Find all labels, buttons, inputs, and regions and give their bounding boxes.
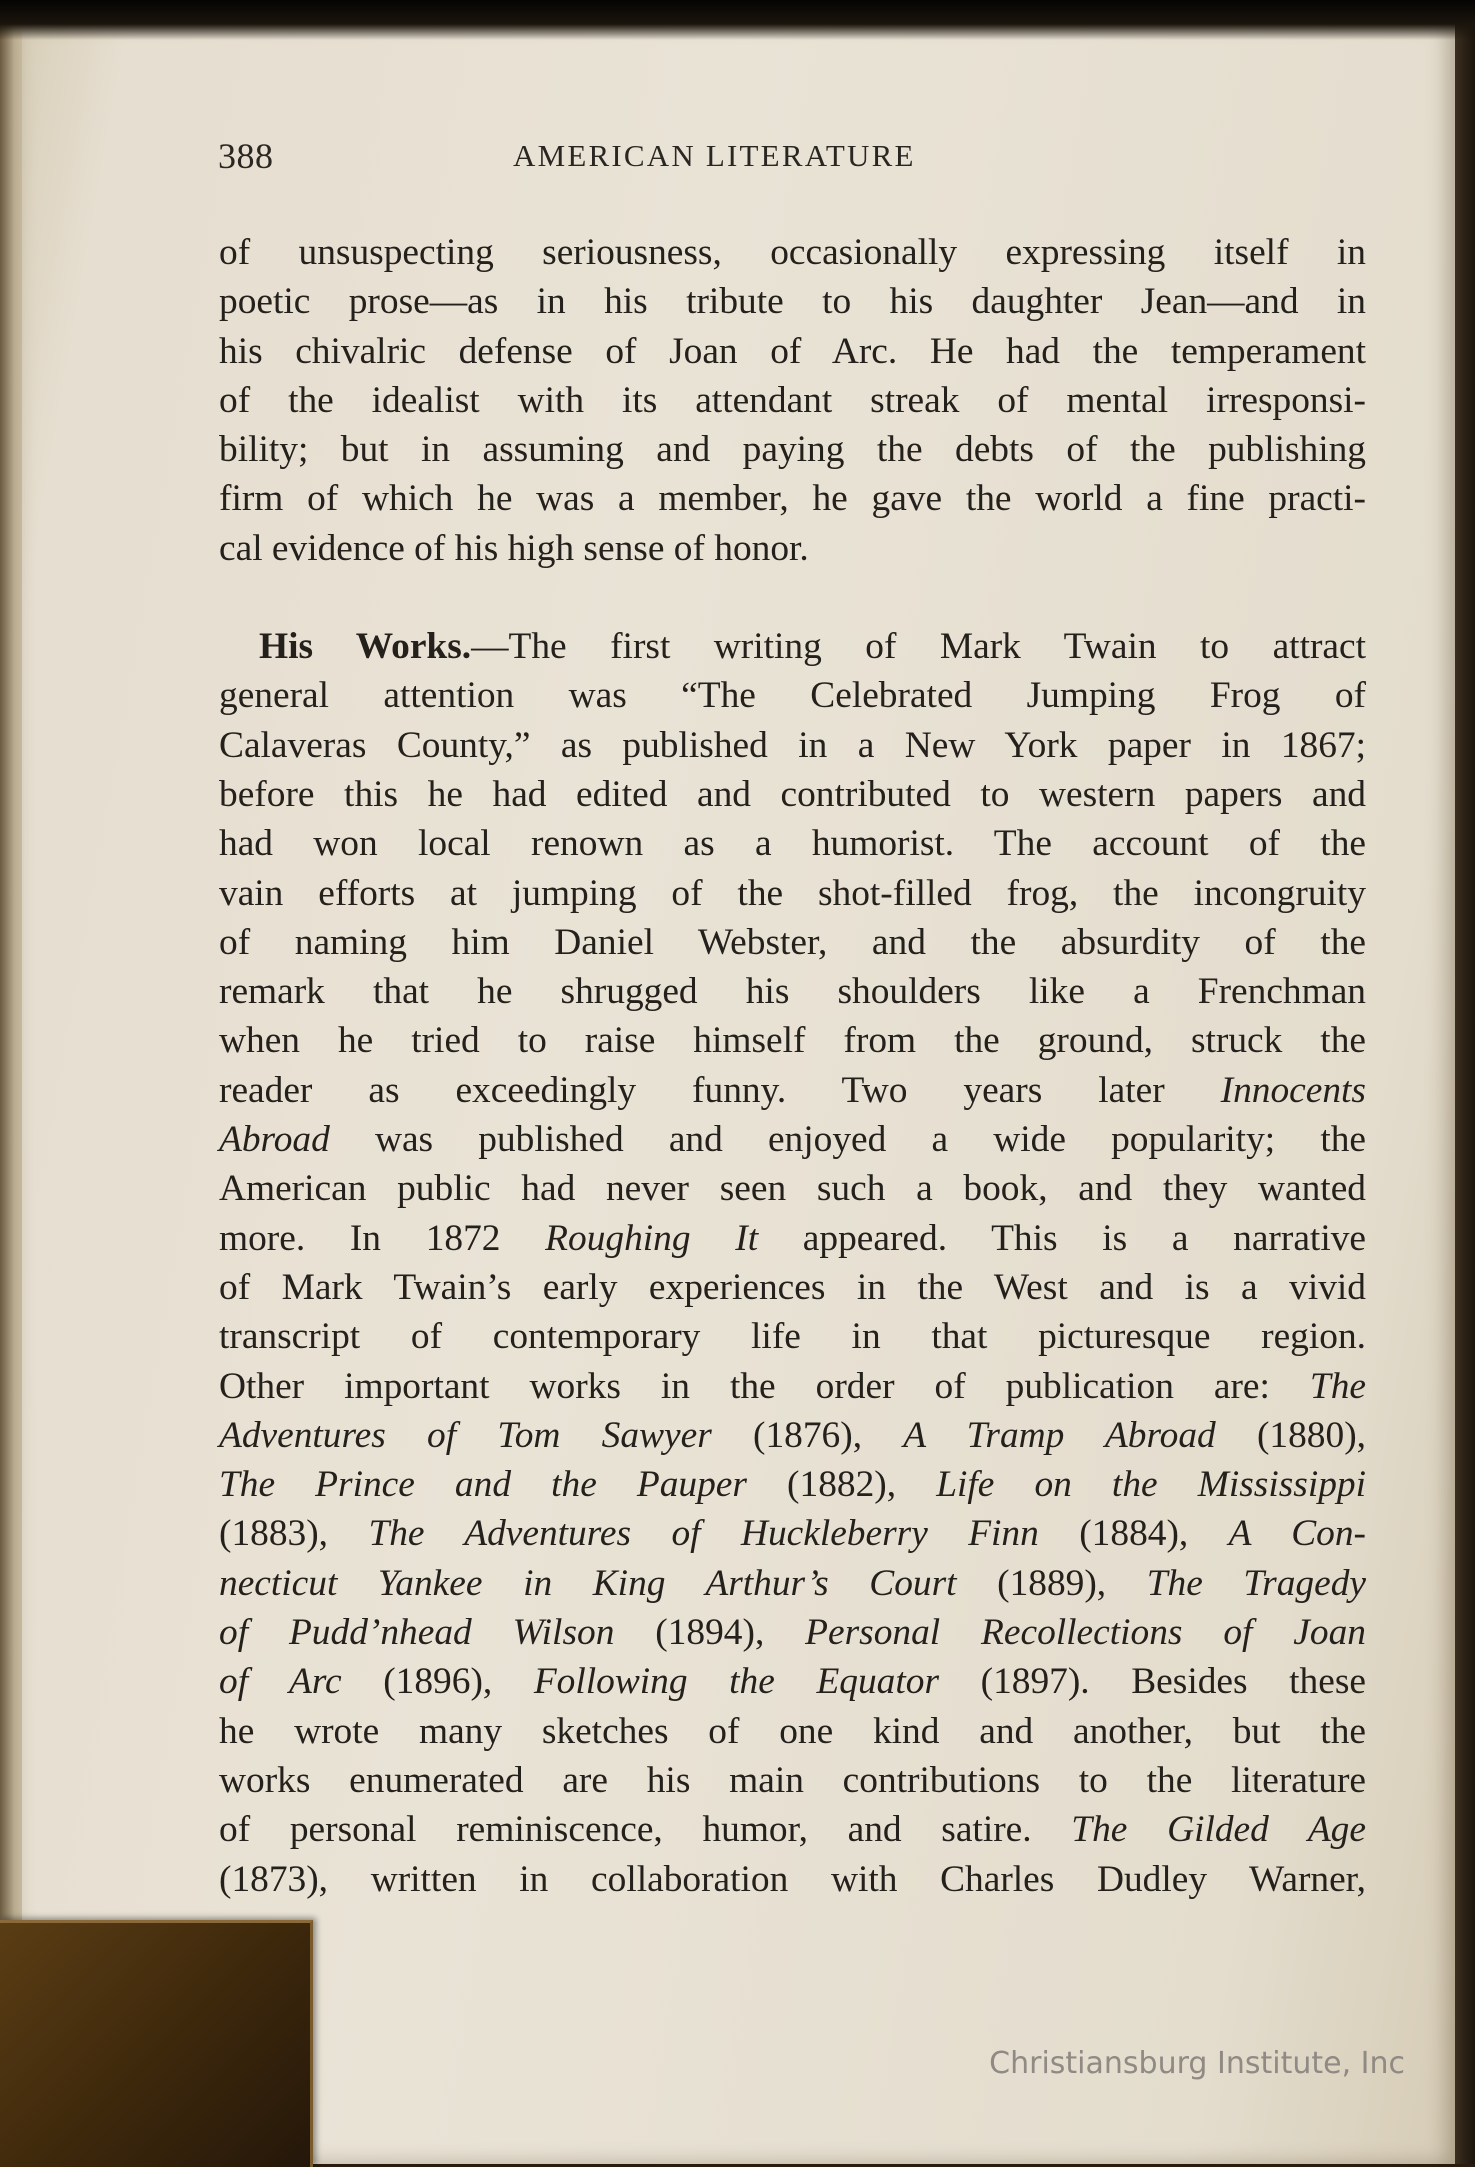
- text-segment: of personal reminiscence, humor, and satire.: [219, 1809, 1072, 1851]
- text-line: [219, 1312, 1366, 1361]
- text-line: [219, 1559, 1366, 1608]
- text-line: [219, 1608, 1366, 1657]
- text-line: [219, 1115, 1366, 1164]
- italic-title: Abroad: [219, 1119, 330, 1161]
- text-segment: vain efforts at jumping of the shot-filled frog, the incongruity: [219, 872, 1366, 914]
- italic-title: Adventures of Tom Sawyer: [219, 1414, 712, 1456]
- text-segment: Other important works in the order of publication are:: [219, 1365, 1310, 1407]
- text-segment: when he tried to raise himself from the ground, struck the: [219, 1020, 1366, 1062]
- text-line: [219, 721, 1366, 770]
- italic-title: Innocents: [1220, 1069, 1366, 1111]
- italic-title: The Adventures of Huckleberry Finn: [368, 1513, 1039, 1555]
- text-line: [219, 1460, 1366, 1509]
- text-line: [219, 1362, 1366, 1411]
- italic-title: The Gilded Age: [1071, 1809, 1366, 1851]
- italic-title: Personal Recollections of Joan: [805, 1612, 1366, 1654]
- italic-title: The Prince and the Pauper: [219, 1464, 747, 1506]
- text-line: [219, 918, 1366, 967]
- text-segment: Calaveras County,” as published in a New York paper in 1867;: [219, 724, 1366, 766]
- text-line: cal evidence of his high sense of honor.: [219, 527, 809, 569]
- text-segment: remark that he shrugged his shoulders like a Frenchman: [219, 971, 1366, 1013]
- text-segment: general attention was “The Celebrated Jumping Frog of: [219, 675, 1366, 717]
- text-line: [219, 819, 1366, 868]
- text-line: [219, 967, 1366, 1016]
- text-line: [219, 1164, 1366, 1213]
- text-line: of unsuspecting seriousness, occasionally expressing itself in: [219, 232, 1366, 273]
- text-line: [219, 1805, 1366, 1854]
- running-head: [218, 135, 1348, 185]
- watermark-text: Christiansburg Institute, Inc: [989, 2046, 1405, 2081]
- text-segment: (1896),: [341, 1661, 534, 1703]
- text-segment: (1880),: [1215, 1414, 1366, 1456]
- book-cover-corner: [0, 1920, 313, 2167]
- text-segment: (1883),: [219, 1513, 369, 1555]
- text-segment: was published and enjoyed a wide popularity; the: [329, 1119, 1366, 1161]
- text-line: [219, 1016, 1366, 1065]
- text-segment: he wrote many sketches of one kind and another, but the: [219, 1710, 1366, 1752]
- text-line: [219, 1263, 1366, 1312]
- text-line: poetic prose—as in his tribute to his daughter Jean—and in: [219, 281, 1366, 323]
- text-line: [219, 1214, 1366, 1263]
- italic-title: of Arc: [219, 1661, 342, 1703]
- text-line: firm of which he was a member, he gave the world a fine practi-: [219, 478, 1366, 520]
- italic-title: The Tragedy: [1146, 1562, 1366, 1604]
- text-segment: had won local renown as a humorist. The account of the: [219, 823, 1366, 865]
- text-line: of the idealist with its attendant streak of mental irresponsi-: [219, 379, 1366, 421]
- paragraph-his-works: [219, 622, 1366, 1904]
- italic-title: of Pudd’nhead Wilson: [219, 1612, 615, 1654]
- section-heading: His Works.: [259, 626, 472, 668]
- text-line: [219, 869, 1366, 918]
- text-segment: (1894),: [614, 1612, 806, 1654]
- text-segment: more. In 1872: [219, 1217, 546, 1259]
- text-line: [219, 1657, 1366, 1706]
- text-segment: of naming him Daniel Webster, and the absurdity of the: [219, 921, 1366, 963]
- text-segment: before this he had edited and contributed to western papers and: [219, 773, 1366, 815]
- text-line: [219, 1509, 1366, 1558]
- italic-title: Following the Equator: [533, 1661, 940, 1703]
- top-shadow: [0, 0, 1475, 40]
- text-segment: appeared. This is a narrative: [758, 1217, 1366, 1259]
- body-text: [219, 228, 1366, 1904]
- text-line: [219, 1707, 1366, 1756]
- text-line: [219, 1855, 1366, 1904]
- text-line: [219, 671, 1366, 720]
- text-line: [219, 770, 1366, 819]
- text-segment: (1884),: [1038, 1513, 1229, 1555]
- text-line: [219, 1066, 1366, 1115]
- text-segment: of Mark Twain’s early experiences in the West and is a vivid: [219, 1266, 1366, 1308]
- italic-title: Roughing It: [545, 1217, 759, 1259]
- text-segment: (1882),: [746, 1464, 937, 1506]
- running-title: AMERICAN LITERATURE: [513, 138, 916, 173]
- text-line: [219, 1756, 1366, 1805]
- text-segment: (1889),: [956, 1562, 1147, 1604]
- text-segment: —The first writing of Mark Twain to attract: [471, 626, 1366, 668]
- italic-title: Life on the Mississippi: [936, 1464, 1366, 1506]
- text-segment: American public had never seen such a book, and they wanted: [219, 1168, 1366, 1210]
- text-segment: transcript of contemporary life in that picturesque region.: [219, 1316, 1366, 1358]
- text-segment: (1876),: [711, 1414, 904, 1456]
- text-segment: works enumerated are his main contributions to the literature: [219, 1759, 1366, 1801]
- text-segment: reader as exceedingly funny. Two years later: [219, 1069, 1221, 1111]
- text-line: his chivalric defense of Joan of Arc. He had the temperament: [219, 330, 1366, 372]
- text-line: [219, 1411, 1366, 1460]
- italic-title: A Tramp Abroad: [903, 1414, 1216, 1456]
- italic-title: The: [1309, 1365, 1366, 1407]
- text-segment: (1897). Besides these: [939, 1661, 1366, 1703]
- text-line: [219, 622, 1366, 671]
- text-line: bility; but in assuming and paying the debts of the publishing: [219, 429, 1366, 471]
- italic-title: necticut Yankee in King Arthur’s Court: [219, 1562, 957, 1604]
- text-segment: (1873), written in collaboration with Charles Dudley Warner,: [219, 1858, 1366, 1900]
- page-number: 388: [218, 136, 274, 176]
- page-edge-right: [1455, 0, 1475, 2164]
- paragraph-character: [219, 228, 1366, 573]
- italic-title: A Con-: [1228, 1513, 1366, 1555]
